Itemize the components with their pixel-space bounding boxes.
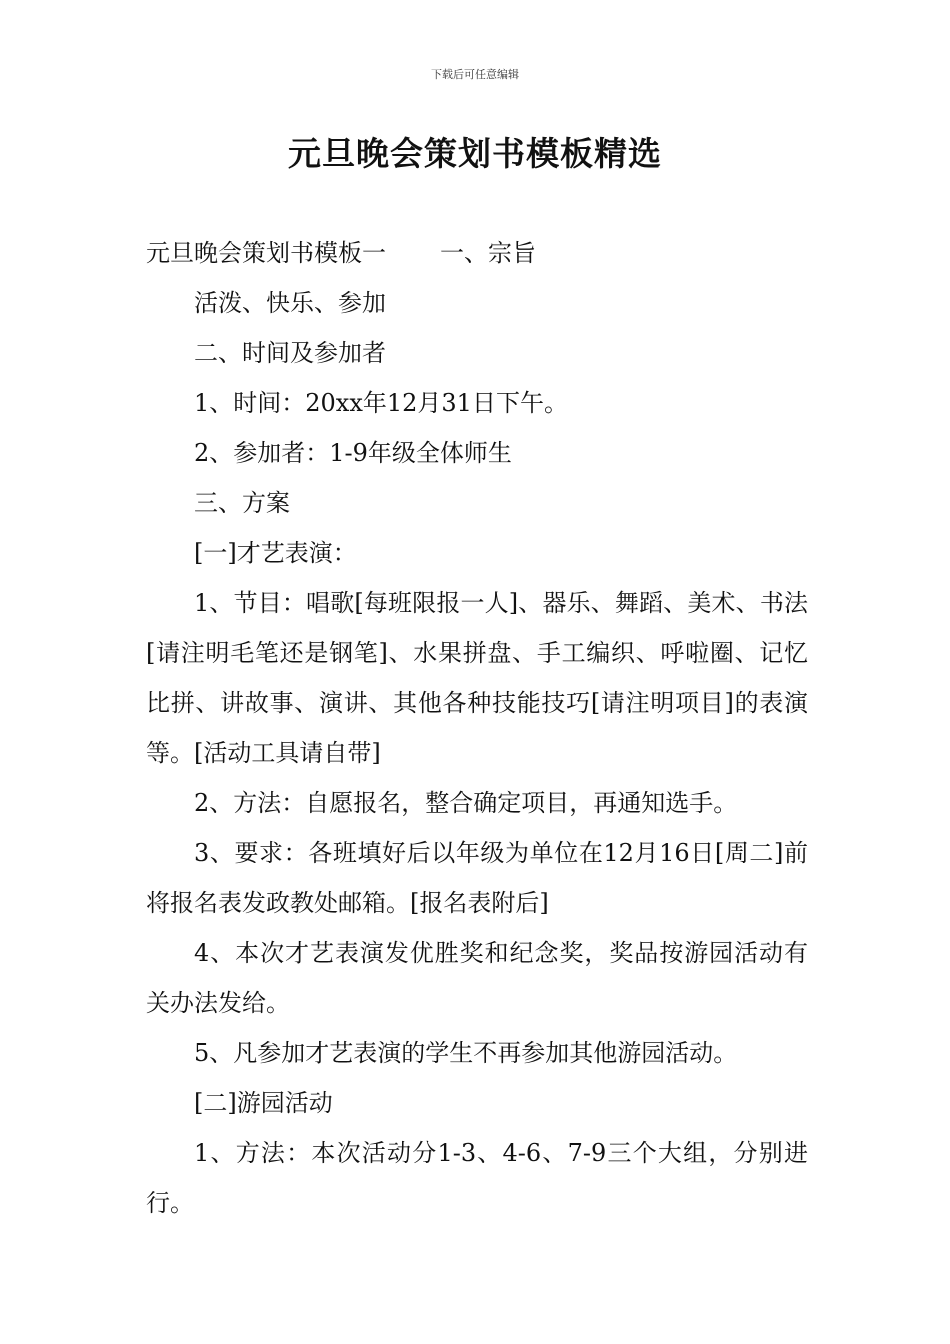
section-heading: 三、方案 <box>194 489 290 517</box>
document-body <box>146 228 808 1228</box>
paragraph: 1、方法：本次活动分1-3、4-6、7-9三个大组，分别进行。 <box>146 1139 808 1217</box>
first-line <box>146 228 808 278</box>
paragraph: 活泼、快乐、参加 <box>194 289 386 317</box>
paragraph: 1、时间：20xx年12月31日下午。 <box>194 389 568 417</box>
subsection-heading: [二]游园活动 <box>194 1089 333 1117</box>
header-note: 下载后可任意编辑 <box>431 68 519 81</box>
paragraph: 2、参加者：1-9年级全体师生 <box>194 439 512 467</box>
paragraph: 3、要求：各班填好后以年级为单位在12月16日[周二]前将报名表发政教处邮箱。[报名表附后] <box>146 839 808 917</box>
section-heading: 二、时间及参加者 <box>194 339 386 367</box>
paragraph: 4、本次才艺表演发优胜奖和纪念奖，奖品按游园活动有关办法发给。 <box>146 939 808 1017</box>
paragraph: 2、方法：自愿报名，整合确定项目，再通知选手。 <box>194 789 738 817</box>
section-heading-purpose: 一、宗旨 <box>440 239 536 267</box>
template-lead: 元旦晚会策划书模板一 <box>146 239 386 267</box>
subsection-heading: [一]才艺表演： <box>194 539 357 567</box>
document-title: 元旦晚会策划书模板精选 <box>288 134 662 173</box>
paragraph: 1、节目：唱歌[每班限报一人]、器乐、舞蹈、美术、书法[请注明毛笔还是钢笔]、水果拼盘、手工编织、呼啦圈、记忆比拼、讲故事、演讲、其他各种技能技巧[请注明项目]的表演等。[活动工具请自带] <box>146 589 808 767</box>
paragraph: 5、凡参加才艺表演的学生不再参加其他游园活动。 <box>194 1039 738 1067</box>
